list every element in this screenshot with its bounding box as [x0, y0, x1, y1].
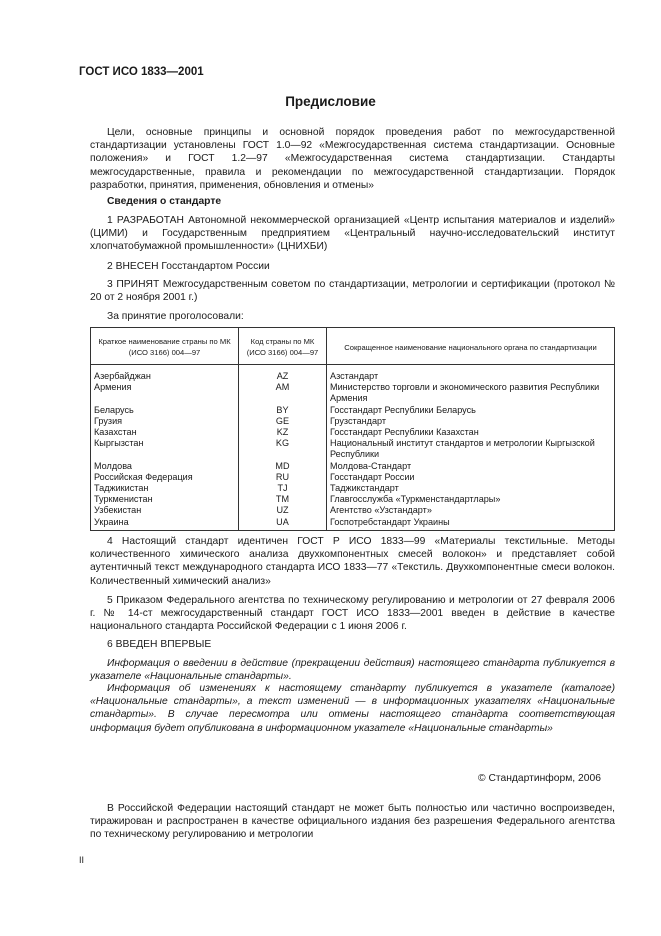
- info-changes: Информация об изменениях к настоящему стандарту публикуется в указателе (каталоге) «Национальные стандарты», а текст изменений — в информационных указателях «Национальные стандарты». В случае пересмотра или отмены настоящего стандарта соответствующая информация будет опубликована в информационном указателе «Национальные стандарты»: [90, 683, 615, 734]
- org-cell: Молдова-Стандарт: [327, 461, 615, 472]
- code-cell: AZ: [239, 365, 327, 383]
- page-number: II: [79, 855, 85, 865]
- org-cell: Таджикстандарт: [327, 483, 615, 494]
- table-row: [91, 405, 615, 416]
- table-row: [91, 461, 615, 472]
- table-row: [91, 517, 615, 531]
- country-cell: Узбекистан: [91, 505, 239, 516]
- org-cell: Грузстандарт: [327, 416, 615, 427]
- col-header-org: Сокращенное наименование национального органа по стандартизации: [327, 328, 615, 365]
- org-cell: Министерство торговли и экономического развития Республики Армения: [327, 382, 615, 404]
- table-row: [91, 416, 615, 427]
- table-header-row: [91, 328, 615, 365]
- country-cell: Грузия: [91, 416, 239, 427]
- code-cell: UZ: [239, 505, 327, 516]
- country-cell: Молдова: [91, 461, 239, 472]
- code-cell: GE: [239, 416, 327, 427]
- table-row: [91, 494, 615, 505]
- org-cell: Госстандарт России: [327, 472, 615, 483]
- table-row: [91, 382, 615, 404]
- org-cell: Агентство «Узстандарт»: [327, 505, 615, 516]
- item-1: 1 РАЗРАБОТАН Автономной некоммерческой организацией «Центр испытания материалов и изделий» (ЦИМИ) и Государственным предприятием «Центральный научно-исследовательский институт хлопчатобумажной промышленности» (ЦНИХБИ): [90, 215, 615, 253]
- org-cell: Госпотребстандарт Украины: [327, 517, 615, 531]
- country-cell: Российская Федерация: [91, 472, 239, 483]
- reproduction-notice: В Российской Федерации настоящий стандарт не может быть полностью или частично воспроизведен, тиражирован и распространен в качестве официального издания без разрешения Федерального агентства по техническому регулированию и метрологии: [90, 803, 615, 841]
- intro-paragraph: Цели, основные принципы и основной порядок проведения работ по межгосударственной стандартизации установлены ГОСТ 1.0—92 «Межгосударственная система стандартизации. Основные положения» и ГОСТ 1.2—97 «Межгосударственная система стандартизации. Стандарты межгосударственные, правила и рекомендации по межгосударственной стандартизации. Порядок разработки, принятия, применения, обновления и отмены»: [90, 127, 615, 191]
- code-cell: TJ: [239, 483, 327, 494]
- country-cell: Армения: [91, 382, 239, 404]
- item-5: 5 Приказом Федерального агентства по техническому регулированию и метрологии от 27 февраля 2006 г. № 14-ст межгосударственный стандарт ГОСТ ИСО 1833—2001 введен в действие в качестве национального стандарта Российской Федерации с 1 июня 2006 г.: [90, 595, 615, 633]
- page-title: Предисловие: [285, 94, 376, 109]
- org-cell: Госстандарт Республики Беларусь: [327, 405, 615, 416]
- country-cell: Кыргызстан: [91, 438, 239, 460]
- table-row: [91, 472, 615, 483]
- col-header-code: Код страны по МК (ИСО 3166) 004—97: [239, 328, 327, 365]
- item-4: 4 Настоящий стандарт идентичен ГОСТ Р ИСО 1833—99 «Материалы текстильные. Методы количественного химического анализа двухкомпонентных смесей волокон» и представляет собой аутентичный текст международного стандарта ИСО 1833—77 «Текстиль. Двухкомпонентные смеси волокон. Количественный химический анализ»: [90, 536, 615, 587]
- table-row: [91, 505, 615, 516]
- country-cell: Украина: [91, 517, 239, 531]
- item-3: 3 ПРИНЯТ Межгосударственным советом по стандартизации, метрологии и сертификации (протокол № 20 от 2 ноября 2001 г.): [90, 279, 615, 304]
- country-cell: Таджикистан: [91, 483, 239, 494]
- code-cell: TM: [239, 494, 327, 505]
- code-cell: MD: [239, 461, 327, 472]
- code-cell: BY: [239, 405, 327, 416]
- code-cell: AM: [239, 382, 327, 404]
- voted-label: За принятие проголосовали:: [107, 311, 244, 322]
- code-cell: KG: [239, 438, 327, 460]
- about-heading: Сведения о стандарте: [107, 196, 222, 207]
- country-cell: Беларусь: [91, 405, 239, 416]
- org-cell: Госстандарт Республики Казахстан: [327, 427, 615, 438]
- table-row: [91, 365, 615, 383]
- org-cell: Национальный институт стандартов и метрологии Кыргызской Республики: [327, 438, 615, 460]
- item-2: 2 ВНЕСЕН Госстандартом России: [107, 261, 270, 272]
- country-cell: Азербайджан: [91, 365, 239, 383]
- table-row: [91, 483, 615, 494]
- item-6: 6 ВВЕДЕН ВПЕРВЫЕ: [107, 639, 212, 650]
- table-row: [91, 427, 615, 438]
- table-row: [91, 438, 615, 460]
- copyright-notice: © Стандартинформ, 2006: [478, 773, 601, 784]
- col-header-country: Краткое наименование страны по МК (ИСО 3166) 004—97: [91, 328, 239, 365]
- org-cell: Главгосслужба «Туркменстандартлары»: [327, 494, 615, 505]
- code-cell: KZ: [239, 427, 327, 438]
- org-cell: Азстандарт: [327, 365, 615, 383]
- code-cell: UA: [239, 517, 327, 531]
- code-cell: RU: [239, 472, 327, 483]
- voting-table: [90, 327, 615, 531]
- info-introduction: Информация о введении в действие (прекращении действия) настоящего стандарта публикуется в указателе «Национальные стандарты».: [90, 658, 615, 683]
- country-cell: Казахстан: [91, 427, 239, 438]
- document-header: ГОСТ ИСО 1833—2001: [79, 66, 204, 78]
- country-cell: Туркменистан: [91, 494, 239, 505]
